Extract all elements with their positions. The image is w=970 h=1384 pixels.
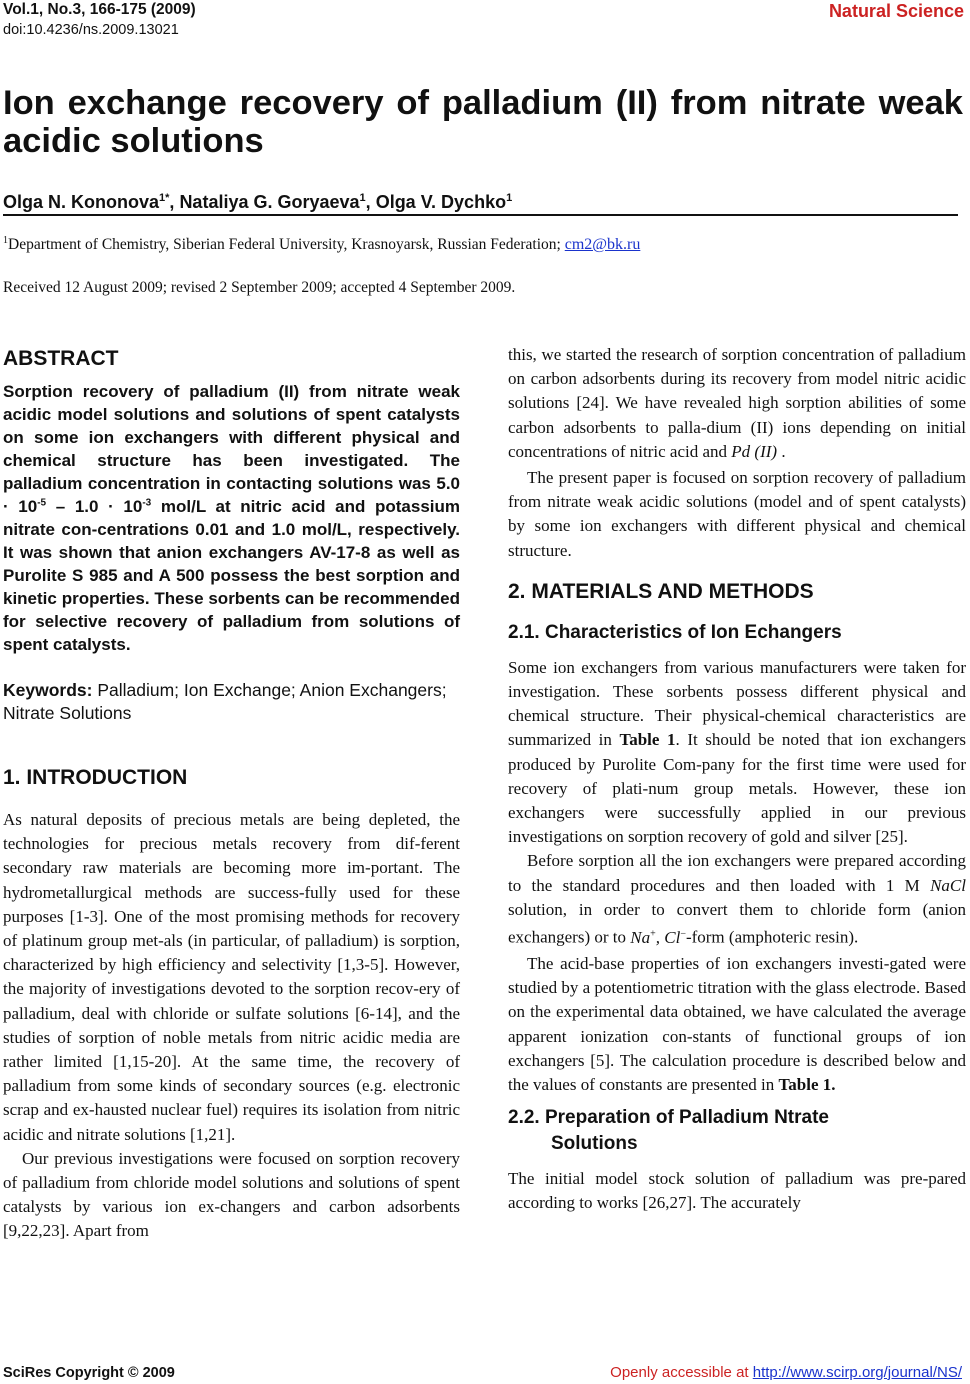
exponent: -3 (142, 497, 152, 509)
math-symbol: Cl (664, 927, 681, 947)
table-reference: Table 1. (778, 1074, 836, 1094)
intro-paragraph: The present paper is focused on sorption recovery of palladium from nitrate weak acidic solutions (model and of spent catalysts) by some ion exchangers with different physical and chemical structure. (508, 468, 966, 560)
text-run: The acid-base properties of ion exchangers investi-gated were studied by a potentiometric titration with the glass electrode. Based on the experimental data obtained, we have calculated the average apparent ionization con-stants of functional groups of ion exchangers [5]. The calculation procedure is described below and the values of constants are presented in (508, 953, 966, 1094)
affil-mark: 1 (3, 235, 8, 246)
math-expression: Pd (II) (731, 441, 778, 461)
intro-heading: 1. INTRODUCTION (3, 766, 188, 789)
table-reference: Table 1 (619, 730, 676, 750)
methods-heading: 2. MATERIALS AND METHODS (508, 579, 814, 603)
text-run: . It should be noted that ion exchangers produced by Purolite Com-pany for the first time were used for recovery of plati-num group metals. However, these ion exchangers were successfully applied in our previous investigations on sorption recovery of gold and silver [25]. (508, 730, 966, 847)
doi: doi:10.4236/ns.2009.13021 (3, 22, 179, 38)
author-affil-mark: 1* (159, 192, 170, 204)
heading-line: 2.2. Preparation of Palladium Ntrate (508, 1107, 829, 1129)
volume-info: Vol.1, No.3, 166-175 (2009) (3, 1, 196, 18)
subsection-heading (508, 1105, 966, 1157)
text-run: -form (amphoteric resin). (685, 927, 859, 947)
text-run: Before sorption all the ion exchangers were prepared according to the standard procedures and then loaded with 1 M (508, 851, 966, 895)
copyright-notice: SciRes Copyright © 2009 (3, 1365, 175, 1381)
access-text: Openly accessible at (610, 1364, 753, 1381)
charge-sign: + (650, 928, 656, 940)
intro-paragraph-continued (508, 343, 966, 464)
author-separator: , (169, 192, 180, 212)
abstract-part: – 1.0 · 10 (46, 497, 143, 516)
subsection-heading: 2.1. Characteristics of Ion Echangers (508, 621, 842, 643)
keywords-text: Palladium; Ion Exchange; Anion Exchangers; Nitrate Solutions (3, 680, 447, 723)
access-notice (610, 1364, 962, 1382)
title-rule (3, 214, 958, 216)
intro-paragraph: Our previous investigations were focused on sorption recovery of palladium from chloride model solutions and solutions of spent catalysts by various ion ex-changers and carbon adsorbents [9,22,23]. Apart from (3, 1148, 460, 1241)
affil-text: Department of Chemistry, Siberian Federal University, Krasnoyarsk, Russian Federation; (8, 236, 565, 254)
math-expression: NaCl (930, 875, 966, 895)
math-symbol: Na (630, 927, 651, 947)
keywords-label: Keywords: (3, 680, 93, 700)
author-name: Olga N. Kononova (3, 192, 160, 212)
abstract-part: mol/L at nitric acid and potassium nitrate con-centrations 0.01 and 1.0 mol/L, respectively. It was shown that anion exchangers AV-17-8 as well as Purolite S 985 and A 500 possess the best sorption and kinetic properties. These sorbents can be recommended for selective recovery of palladium from solutions of spent catalysts. (3, 497, 461, 654)
left-column (3, 338, 460, 1244)
author-list (3, 185, 512, 215)
exponent: -5 (37, 497, 47, 509)
text-run: . (777, 441, 786, 461)
received-dates: Received 12 August 2009; revised 2 September 2009; accepted 4 September 2009. (3, 279, 516, 296)
intro-paragraph: As natural deposits of precious metals are being depleted, the technologies for precious metals recovery from dif-ferent secondary raw materials are becoming more im-portant. The hydrometallurgical methods are success-fully used for these purposes [1-3]. One of the most promising methods for recovery of platinum group met-als (in particular, of palladium) is sorption, characterized by high efficiency and selectivity [1,3-5]. However, the majority of investigations devoted to the sorption recov-ery of palladium, deal with chloride or sulfate solutions [6-14], and the studies of sorption of noble metals from nitric acidic media are rather limited [1,15-20]. At the same time, the recovery of palladium from some kinds of secondary sources (e.g. electronic scrap and ex-hausted nuclear fuel) requires its isolation from nitric acidic and nitrate solutions [1,21]. (3, 810, 460, 1144)
abstract-part: Sorption recovery of palladium (II) from nitrate weak acidic model solutions and solutions of spent catalysts on some ion exchangers with different physical and chemical structure has been investigated. The palladium concentration in contacting solutions was 5.0 · 10 (3, 382, 460, 516)
author-affil-mark: 1 (506, 192, 513, 204)
paper-title: Ion exchange recovery of palladium (II) from nitrate weak acidic solutions (3, 84, 963, 160)
author-name: Olga V. Dychko (375, 192, 507, 212)
author-affil-mark: 1 (359, 192, 366, 204)
methods-paragraph: The initial model stock solution of palladium was pre-pared according to works [26,27]. The accurately (508, 1169, 966, 1213)
text-run: solution, in order to convert them to chloride form (anion exchangers) or to (508, 899, 966, 947)
methods-paragraph (508, 849, 966, 949)
charge-sign: − (680, 928, 686, 940)
affiliation (3, 230, 640, 256)
journal-url-link[interactable]: http://www.scirp.org/journal/NS/ (752, 1364, 962, 1381)
heading-line: Solutions (551, 1133, 638, 1155)
running-header (3, 0, 196, 40)
author-separator: , (365, 192, 376, 212)
text-run: this, we started the research of sorption concentration of palladium on carbon adsorbents during its recovery from model nitric acidic solutions [24]. We have revealed high sorption abilities of some carbon adsorbents to palla-dium (II) ions depending on initial concentrations of nitric acid and (508, 345, 966, 461)
email-link[interactable]: cm2@bk.ru (564, 236, 641, 254)
keywords (3, 679, 460, 725)
math-separator: , (655, 927, 665, 947)
abstract-text (3, 380, 460, 656)
abstract-heading: ABSTRACT (3, 347, 119, 370)
math-expression (630, 928, 686, 947)
author-name: Nataliya G. Goryaeva (179, 192, 360, 212)
text-run: Some ion exchangers from various manufacturers were taken for investigation. These sorbents possess different physical and chemical structure. Their physical-chemical characteristics are summarized in (508, 657, 966, 750)
methods-paragraph (508, 656, 966, 850)
journal-name: Natural Science (828, 1, 964, 21)
methods-paragraph (508, 952, 966, 1097)
right-column (508, 338, 966, 1216)
